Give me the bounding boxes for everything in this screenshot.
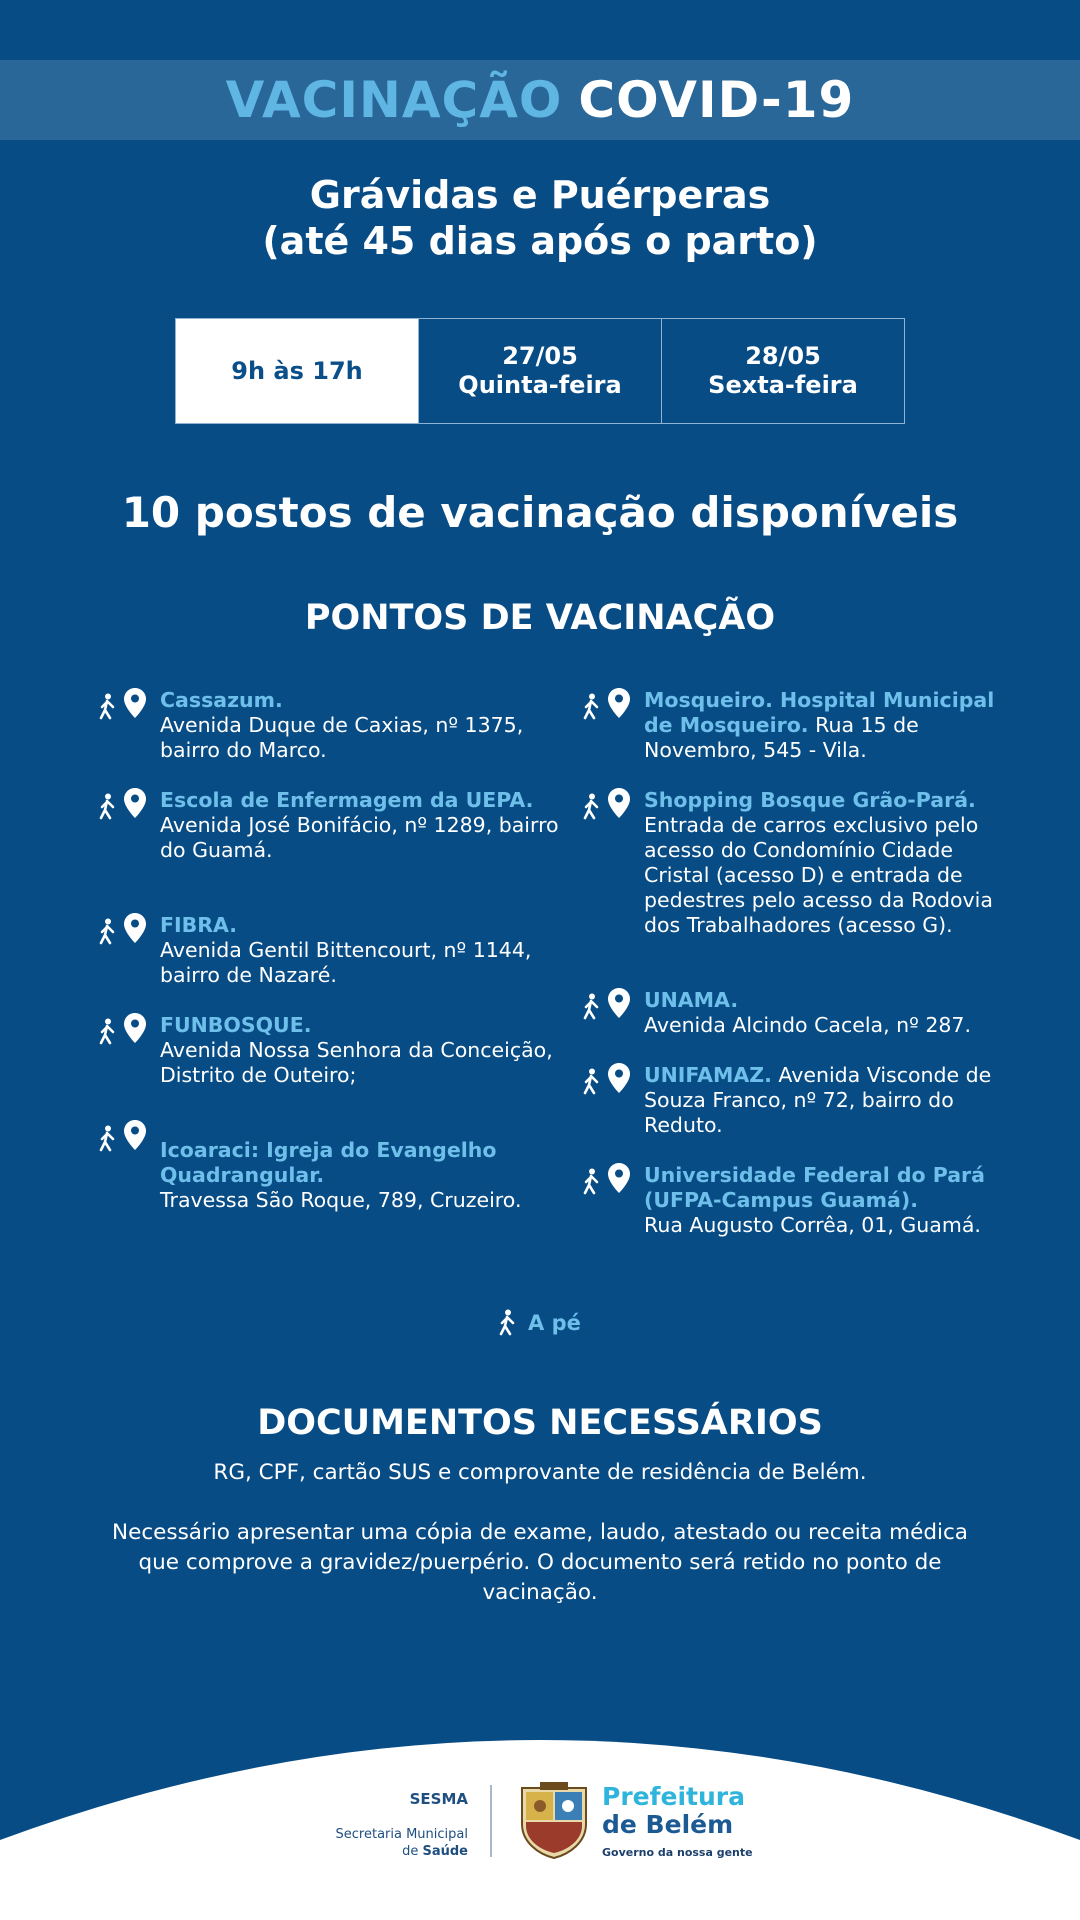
location-address: Entrada de carros exclusivo pelo acesso do Condomínio Cidade Cristal (acesso D) e entrada de pedestres pelo acesso da Rodovia dos Trabalhadores (acesso G). <box>644 813 993 937</box>
location-name: FUNBOSQUE. <box>160 1013 312 1037</box>
walk-pin-icon <box>582 1063 640 1097</box>
documents-title: DOCUMENTOS NECESSÁRIOS <box>257 1403 823 1443</box>
schedule-hours <box>176 319 418 423</box>
sesma-subtitle: Secretaria Municipal de Saúde <box>335 1827 468 1859</box>
location-address: Avenida Alcindo Cacela, nº 287. <box>644 1013 971 1037</box>
location-address: Avenida Visconde de Souza Franco, nº 72, bairro do Reduto. <box>644 1063 992 1137</box>
subtitle-line-1: Grávidas e Puérperas <box>309 173 771 217</box>
title-main: COVID-19 <box>578 71 855 129</box>
day-2-weekday: Sexta-feira <box>708 371 858 399</box>
title-accent: VACINAÇÃO <box>225 71 563 129</box>
sesma-logo <box>300 1790 468 1860</box>
documents-line-2: Necessário apresentar uma cópia de exame, laudo, atestado ou receita médica que comprove a gravidez/puerpério. O documento será retido no ponto de vacinação. <box>112 1520 968 1605</box>
prefeitura-line-1: Prefeitura <box>602 1782 745 1811</box>
walk-pin-icon <box>98 1013 156 1047</box>
legend <box>498 1308 581 1338</box>
location-name: Escola de Enfermagem da UEPA. <box>160 788 534 812</box>
walk-pin-icon <box>582 688 640 722</box>
location-item <box>160 788 580 863</box>
location-address: Travessa São Roque, 789, Cruzeiro. <box>160 1188 522 1212</box>
location-item <box>644 688 1004 763</box>
location-item <box>160 913 580 988</box>
postos-headline: 10 postos de vacinação disponíveis <box>121 488 959 537</box>
footer-divider <box>490 1785 492 1857</box>
subtitle-line-2: (até 45 dias após o parto) <box>262 219 818 263</box>
location-name: Mosqueiro. Hospital Municipal de Mosqueiro. <box>644 688 995 737</box>
city-crest-icon <box>516 1780 592 1860</box>
schedule-table <box>175 318 905 424</box>
location-item <box>644 988 1004 1038</box>
location-address: Avenida José Bonifácio, nº 1289, bairro do Guamá. <box>160 813 559 862</box>
location-address: Rua Augusto Corrêa, 01, Guamá. <box>644 1213 981 1237</box>
location-name: Universidade Federal do Pará (UFPA-Campus Guamá). <box>644 1163 986 1212</box>
walking-person-icon <box>498 1308 518 1338</box>
schedule-day-1 <box>418 319 661 423</box>
walk-pin-icon <box>98 788 156 822</box>
walk-pin-icon <box>582 788 640 822</box>
location-item <box>160 1013 580 1088</box>
location-item <box>160 688 580 763</box>
prefeitura-line-2: de Belém <box>602 1810 734 1839</box>
location-name: Shopping Bosque Grão-Pará. <box>644 788 976 812</box>
hours-text: 9h às 17h <box>231 356 363 385</box>
location-item <box>644 1163 1004 1238</box>
title-band <box>0 60 1080 140</box>
location-item <box>160 1138 580 1213</box>
walk-pin-icon <box>582 1163 640 1197</box>
pontos-title: PONTOS DE VACINAÇÃO <box>304 598 776 638</box>
day-1-weekday: Quinta-feira <box>458 371 622 399</box>
prefeitura-logo <box>602 1783 753 1859</box>
location-address: Avenida Gentil Bittencourt, nº 1144, bairro de Nazaré. <box>160 938 532 987</box>
legend-label: A pé <box>528 1311 581 1335</box>
walk-pin-icon <box>98 688 156 722</box>
schedule-day-2 <box>661 319 904 423</box>
location-address: Avenida Duque de Caxias, nº 1375, bairro do Marco. <box>160 713 524 762</box>
subtitle <box>0 172 1080 264</box>
walk-pin-icon <box>98 1120 156 1154</box>
location-address: Rua 15 de Novembro, 545 - Vila. <box>644 713 919 762</box>
location-name: FIBRA. <box>160 913 238 937</box>
location-name: UNAMA. <box>644 988 739 1012</box>
day-2-date: 28/05 <box>745 342 821 370</box>
location-item <box>644 1063 1004 1138</box>
location-address: Avenida Nossa Senhora da Conceição, Distrito de Outeiro; <box>160 1038 553 1087</box>
day-1-date: 27/05 <box>502 342 578 370</box>
location-item <box>644 788 1004 938</box>
prefeitura-slogan: Governo da nossa gente <box>602 1846 753 1859</box>
sesma-name: SESMA <box>409 1790 468 1808</box>
location-name: UNIFAMAZ. <box>644 1063 772 1087</box>
location-name: Cassazum. <box>160 688 283 712</box>
walk-pin-icon <box>98 913 156 947</box>
documents-line-1: RG, CPF, cartão SUS e comprovante de residência de Belém. <box>213 1460 867 1485</box>
location-name: Icoaraci: Igreja do Evangelho Quadrangular. <box>160 1138 497 1187</box>
walk-pin-icon <box>582 988 640 1022</box>
